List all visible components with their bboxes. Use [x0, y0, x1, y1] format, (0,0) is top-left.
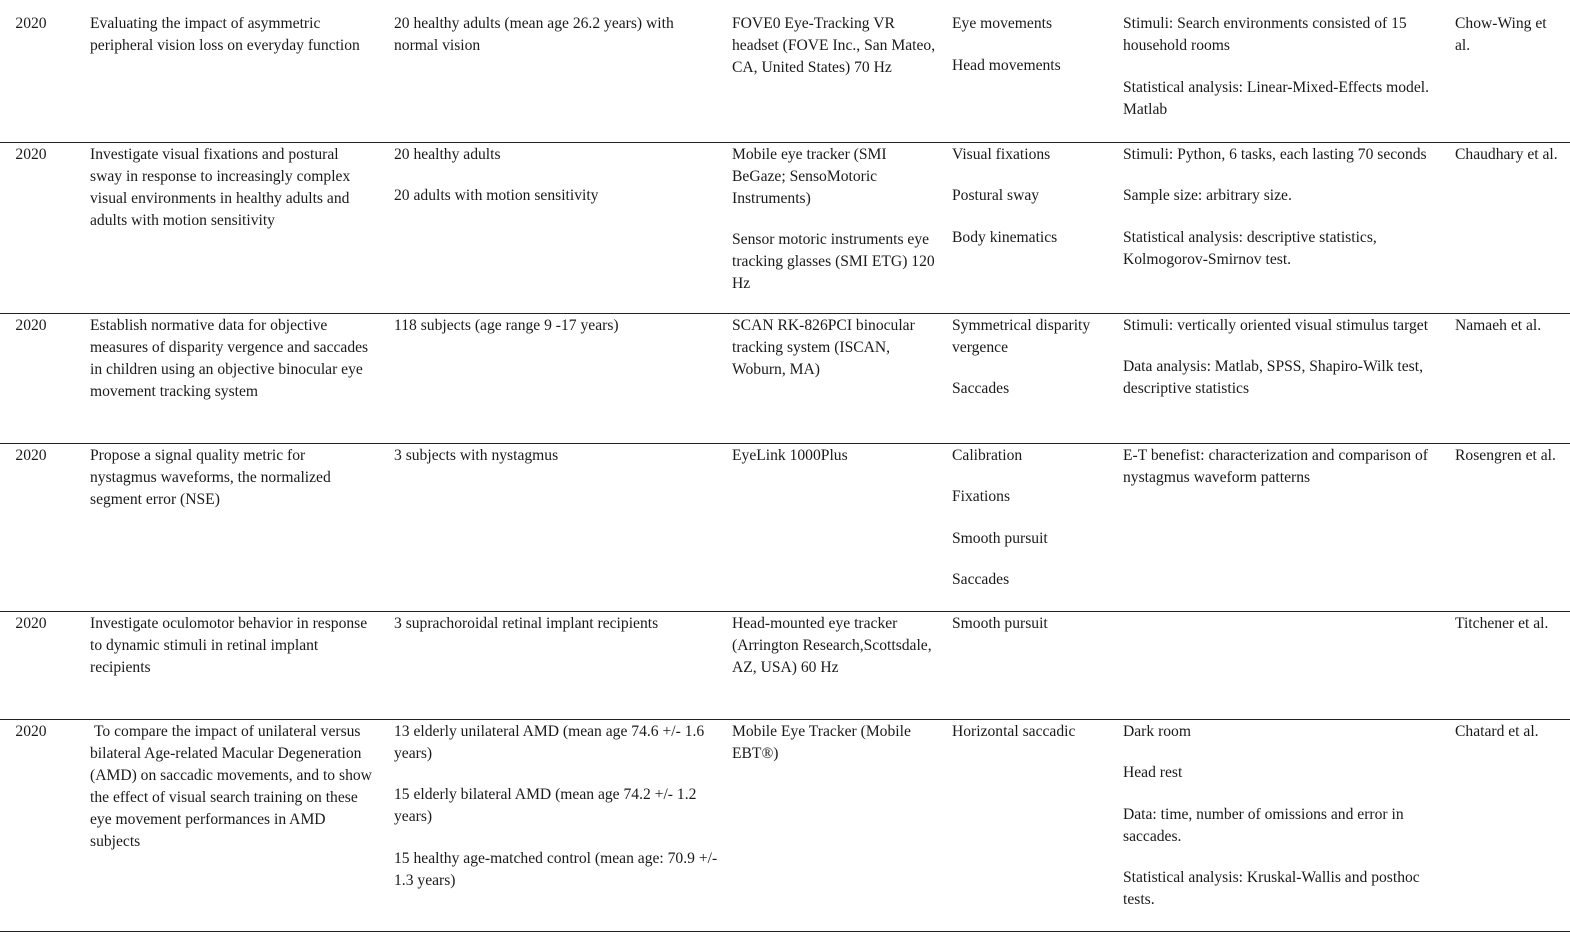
notes-text: E-T benefist: characterization and comparison of nystagmus waveform patterns	[1123, 446, 1428, 486]
measures-cell	[952, 0, 1123, 142]
notes-cell	[1123, 443, 1455, 611]
measure-text: Visual fixations	[952, 145, 1051, 163]
notes-text: Data: time, number of omissions and error in saccades.	[1123, 805, 1404, 845]
measures-cell	[952, 611, 1123, 719]
device-text: Head-mounted eye tracker (Arrington Research,Scottsdale, AZ, USA) 60 Hz	[732, 614, 932, 676]
device-text: FOVE0 Eye-Tracking VR headset (FOVE Inc., San Mateo, CA, United States) 70 Hz	[732, 15, 936, 76]
table-row	[0, 0, 1570, 142]
year-cell: 2020	[15, 446, 47, 464]
measure-text: Smooth pursuit	[952, 614, 1048, 632]
aim-cell	[90, 0, 394, 142]
participants-cell	[394, 719, 732, 931]
participants-text: 13 elderly unilateral AMD (mean age 74.6 +/- 1.6 years)	[394, 722, 705, 762]
participants-text: 15 healthy age-matched control (mean age: 70.9 +/- 1.3 years)	[394, 849, 718, 889]
participants-text: 15 elderly bilateral AMD (mean age 74.2 +/- 1.2 years)	[394, 786, 697, 825]
reference-cell: Chaudhary et al.	[1455, 145, 1558, 163]
device-text: Sensor motoric instruments eye tracking glasses (SMI ETG) 120 Hz	[732, 231, 935, 292]
measure-text: Head movements	[952, 56, 1061, 74]
reference-cell: Titchener et al.	[1455, 614, 1549, 632]
year-cell: 2020	[15, 15, 47, 32]
notes-text: Statistical analysis: descriptive statistics, Kolmogorov-Smirnov test.	[1123, 228, 1377, 268]
measure-text: Saccades	[952, 380, 1010, 397]
device-text: Mobile eye tracker (SMI BeGaze; SensoMotoric Instruments)	[732, 145, 887, 207]
participants-cell	[394, 443, 732, 611]
aim-text: Evaluating the impact of asymmetric peripheral vision loss on everyday function	[90, 15, 360, 54]
notes-text: Head rest	[1123, 764, 1183, 781]
device-text: SCAN RK-826PCI binocular tracking system (ISCAN, Woburn, MA)	[732, 316, 915, 378]
aim-cell	[90, 443, 394, 611]
reference-cell: Chow-Wing et al.	[1455, 15, 1547, 54]
measure-text: Horizontal saccadic	[952, 722, 1076, 740]
notes-text: Stimuli: vertically oriented visual stimulus target	[1123, 316, 1429, 334]
table-row	[0, 313, 1570, 443]
table-row	[0, 611, 1570, 719]
measure-text: Postural sway	[952, 187, 1040, 204]
measures-cell	[952, 443, 1123, 611]
table-row	[0, 142, 1570, 313]
aim-cell	[90, 719, 394, 931]
notes-cell	[1123, 611, 1455, 719]
measure-text: Eye movements	[952, 15, 1053, 32]
measure-text: Symmetrical disparity vergence	[952, 316, 1091, 356]
notes-text: Statistical analysis: Linear-Mixed-Effects model. Matlab	[1123, 78, 1429, 118]
measures-cell	[952, 142, 1123, 313]
measure-text: Smooth pursuit	[952, 529, 1048, 547]
measure-text: Fixations	[952, 488, 1011, 505]
device-text: Mobile Eye Tracker (Mobile EBT®)	[732, 722, 911, 762]
aim-text: Propose a signal quality metric for nystagmus waveforms, the normalized segment error (NSE)	[90, 446, 331, 508]
participants-text: 20 healthy adults	[394, 145, 501, 163]
table-row	[0, 443, 1570, 611]
participants-cell	[394, 142, 732, 313]
device-cell	[732, 443, 952, 611]
measures-cell	[952, 719, 1123, 931]
aim-text: To compare the impact of unilateral versus bilateral Age-related Macular Degeneration (AMD) on saccadic movements, and to show the effect of visual search training on these eye movement performances in AMD subjects	[90, 722, 372, 850]
notes-cell	[1123, 142, 1455, 313]
year-cell: 2020	[15, 145, 47, 163]
reference-cell: Chatard et al.	[1455, 722, 1539, 740]
year-cell: 2020	[15, 614, 47, 632]
measure-text: Saccades	[952, 571, 1010, 588]
measures-cell	[952, 313, 1123, 443]
device-cell	[732, 0, 952, 142]
reference-cell: Namaeh et al.	[1455, 316, 1542, 334]
notes-text: Data analysis: Matlab, SPSS, Shapiro-Wilk test, descriptive statistics	[1123, 358, 1423, 397]
participants-text: 20 adults with motion sensitivity	[394, 187, 599, 204]
device-cell	[732, 142, 952, 313]
notes-cell	[1123, 0, 1455, 142]
table-row	[0, 719, 1570, 931]
participants-text: 3 suprachoroidal retinal implant recipients	[394, 614, 659, 632]
year-cell: 2020	[15, 316, 47, 334]
aim-cell	[90, 611, 394, 719]
participants-text: 3 subjects with nystagmus	[394, 446, 559, 464]
aim-cell	[90, 313, 394, 443]
notes-text: Dark room	[1123, 722, 1191, 740]
notes-cell	[1123, 719, 1455, 931]
notes-text: Stimuli: Search environments consisted of 15 household rooms	[1123, 15, 1407, 54]
aim-text: Investigate oculomotor behavior in response to dynamic stimuli in retinal implant recipients	[90, 614, 368, 676]
aim-text: Investigate visual fixations and postural sway in response to increasingly complex visual environments in healthy adults and adults with motion sensitivity	[90, 145, 351, 229]
participants-text: 20 healthy adults (mean age 26.2 years) with normal vision	[394, 15, 674, 54]
participants-cell	[394, 0, 732, 142]
aim-text: Establish normative data for objective measures of disparity vergence and saccades in children using an objective binocular eye movement tracking system	[90, 316, 369, 400]
participants-cell	[394, 313, 732, 443]
measure-text: Body kinematics	[952, 228, 1058, 246]
participants-cell	[394, 611, 732, 719]
device-cell	[732, 611, 952, 719]
notes-text: Statistical analysis: Kruskal-Wallis and posthoc tests.	[1123, 869, 1420, 908]
device-cell	[732, 719, 952, 931]
participants-text: 118 subjects (age range 9 -17 years)	[394, 316, 619, 334]
notes-text: Stimuli: Python, 6 tasks, each lasting 70 seconds	[1123, 145, 1427, 163]
reference-cell: Rosengren et al.	[1455, 446, 1556, 464]
notes-text: Sample size: arbitrary size.	[1123, 187, 1292, 204]
year-cell: 2020	[15, 722, 47, 740]
device-text: EyeLink 1000Plus	[732, 446, 848, 464]
measure-text: Calibration	[952, 446, 1023, 464]
device-cell	[732, 313, 952, 443]
aim-cell	[90, 142, 394, 313]
notes-cell	[1123, 313, 1455, 443]
